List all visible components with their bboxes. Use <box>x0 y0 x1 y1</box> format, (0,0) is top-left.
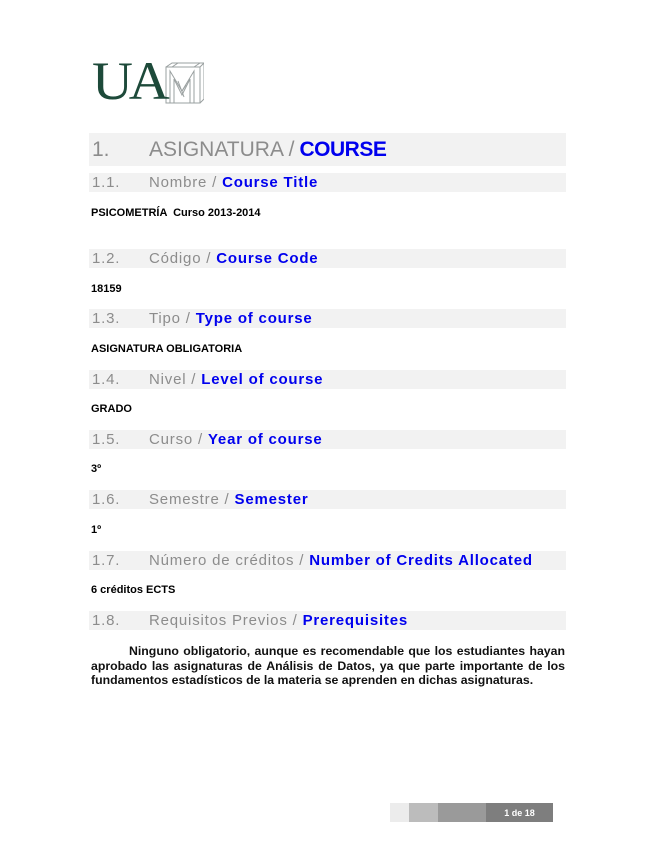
logo-text: UA <box>92 51 166 111</box>
footer-block-2 <box>409 803 438 822</box>
footer-block-1 <box>390 803 409 822</box>
subsection-title-es: Nombre / <box>149 174 218 191</box>
course-title-value: PSICOMETRÍA Curso 2013-2014 <box>91 207 261 219</box>
subsection-title-en: Prerequisites <box>302 612 409 629</box>
subsection-title-en: Number of Credits Allocated <box>309 552 533 569</box>
subsection-title-en: Year of course <box>207 431 323 448</box>
subsection-number: 1.8. <box>92 612 121 629</box>
subsection-number: 1.5. <box>92 431 121 448</box>
subsection-title-es: Código / <box>149 250 212 267</box>
type-of-course-value: ASIGNATURA OBLIGATORIA <box>91 343 243 355</box>
subsection-heading-prerequisites <box>89 611 566 630</box>
prerequisites-paragraph: Ninguno obligatorio, aunque es recomendable que los estudiantes hayan aprobado las asignaturas de Análisis de Datos, ya que parte importante de los fundamentos estadísticos de la materia se aprenden en dichas asignaturas. <box>91 644 565 687</box>
logo-m-icon <box>164 61 204 105</box>
section-title-en: COURSE <box>299 137 387 161</box>
subsection-heading-course-title <box>89 173 566 192</box>
subsection-number: 1.6. <box>92 491 121 508</box>
year-of-course-value: 3º <box>91 463 102 475</box>
uam-logo <box>92 51 204 111</box>
subsection-title-es: Tipo / <box>149 310 191 327</box>
subsection-title-en: Type of course <box>195 310 313 327</box>
page-footer <box>390 803 553 822</box>
section-title-es: ASIGNATURA / <box>149 137 295 161</box>
level-of-course-value: GRADO <box>91 403 132 415</box>
subsection-title-en: Semester <box>234 491 309 508</box>
subsection-title-es: Nivel / <box>149 371 197 388</box>
section-heading-course <box>89 133 566 166</box>
subsection-title-es: Semestre / <box>149 491 230 508</box>
course-code-value: 18159 <box>91 283 122 295</box>
subsection-number: 1.2. <box>92 250 121 267</box>
footer-block-3 <box>438 803 486 822</box>
subsection-number: 1.7. <box>92 552 121 569</box>
page-indicator: 1 de 18 <box>486 803 553 822</box>
subsection-number: 1.3. <box>92 310 121 327</box>
subsection-title-en: Level of course <box>201 371 324 388</box>
subsection-title-en: Course Code <box>216 250 319 267</box>
subsection-number: 1.4. <box>92 371 121 388</box>
section-number: 1. <box>92 137 110 161</box>
credits-value: 6 créditos ECTS <box>91 584 176 596</box>
subsection-title-es: Requisitos Previos / <box>149 612 298 629</box>
subsection-title-es: Número de créditos / <box>149 552 305 569</box>
subsection-number: 1.1. <box>92 174 121 191</box>
subsection-title-en: Course Title <box>222 174 319 191</box>
subsection-title-es: Curso / <box>149 431 203 448</box>
subsection-heading-semester <box>89 490 566 509</box>
semester-value: 1º <box>91 524 102 536</box>
subsection-heading-level-of-course <box>89 370 566 389</box>
subsection-heading-credits <box>89 551 566 570</box>
subsection-heading-course-code <box>89 249 566 268</box>
subsection-heading-year-of-course <box>89 430 566 449</box>
subsection-heading-type-of-course <box>89 309 566 328</box>
